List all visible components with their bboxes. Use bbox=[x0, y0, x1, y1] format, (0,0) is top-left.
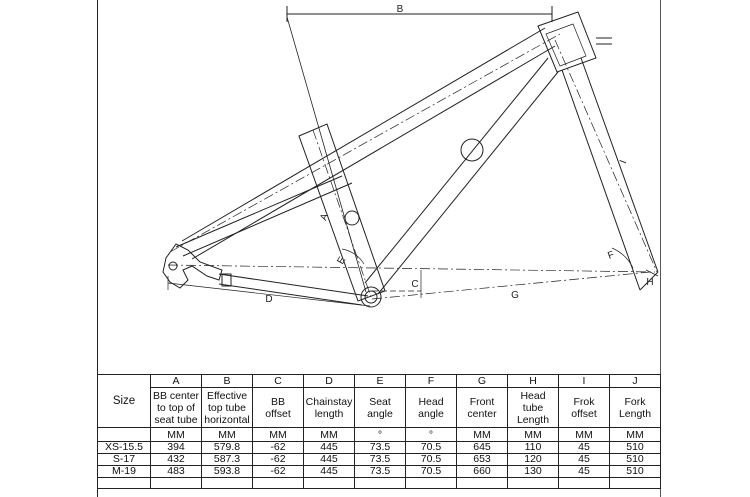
column-name-row bbox=[98, 388, 661, 428]
column-name-line: Effective bbox=[206, 389, 248, 402]
empty-cell bbox=[253, 478, 304, 489]
table-row bbox=[98, 442, 661, 454]
size-header: Size bbox=[98, 375, 151, 428]
dim-label-h: H bbox=[646, 277, 654, 288]
table-row bbox=[98, 466, 661, 478]
value-cell: 73.5 bbox=[355, 466, 406, 478]
dim-label-b: B bbox=[396, 4, 404, 15]
column-name bbox=[610, 388, 661, 428]
column-name bbox=[508, 388, 559, 428]
head-tube bbox=[538, 12, 612, 72]
dimension-labels bbox=[265, 4, 653, 305]
column-letter: D bbox=[304, 375, 355, 388]
down-tube bbox=[365, 58, 558, 294]
column-name-line: offset bbox=[571, 407, 597, 420]
column-letter: B bbox=[202, 375, 253, 388]
column-letter-row bbox=[98, 375, 661, 388]
value-cell: 445 bbox=[304, 454, 355, 466]
value-cell: 660 bbox=[457, 466, 508, 478]
value-cell: 445 bbox=[304, 442, 355, 454]
column-unit: MM bbox=[610, 428, 661, 442]
column-unit: MM bbox=[457, 428, 508, 442]
value-cell: 70.5 bbox=[406, 442, 457, 454]
value-cell: 483 bbox=[151, 466, 202, 478]
empty-cell bbox=[202, 478, 253, 489]
column-letter: J bbox=[610, 375, 661, 388]
column-name-line: Head bbox=[418, 395, 444, 408]
value-cell: 645 bbox=[457, 442, 508, 454]
column-name bbox=[406, 388, 457, 428]
value-cell: 579.8 bbox=[202, 442, 253, 454]
dim-label-a: A bbox=[318, 211, 332, 223]
column-letter: C bbox=[253, 375, 304, 388]
column-unit: MM bbox=[508, 428, 559, 442]
column-name-line: angle bbox=[367, 407, 393, 420]
column-name bbox=[355, 388, 406, 428]
value-cell: -62 bbox=[253, 466, 304, 478]
value-cell: 73.5 bbox=[355, 442, 406, 454]
column-name-line: center bbox=[467, 407, 497, 420]
column-name-line: angle bbox=[418, 407, 444, 420]
value-cell: 70.5 bbox=[406, 466, 457, 478]
column-letter: I bbox=[559, 375, 610, 388]
column-name-line: BB center bbox=[152, 389, 200, 402]
empty-row bbox=[98, 478, 661, 489]
column-letter: A bbox=[151, 375, 202, 388]
value-cell: 587.3 bbox=[202, 454, 253, 466]
column-name-line: tube bbox=[522, 401, 544, 414]
dim-label-f: F bbox=[606, 249, 616, 262]
value-cell: 394 bbox=[151, 442, 202, 454]
column-name bbox=[151, 388, 202, 428]
empty-cell bbox=[457, 478, 508, 489]
column-unit: MM bbox=[253, 428, 304, 442]
column-name bbox=[253, 388, 304, 428]
value-cell: 130 bbox=[508, 466, 559, 478]
value-cell: 432 bbox=[151, 454, 202, 466]
geometry-spec-table bbox=[97, 374, 661, 489]
dim-label-e: E bbox=[335, 255, 349, 267]
unit-row bbox=[98, 428, 661, 442]
empty-cell bbox=[559, 478, 610, 489]
column-name bbox=[457, 388, 508, 428]
value-cell: 593.8 bbox=[202, 466, 253, 478]
dim-label-i: I bbox=[618, 158, 630, 166]
column-unit: ° bbox=[406, 428, 457, 442]
column-letter: E bbox=[355, 375, 406, 388]
column-name-line: BB bbox=[270, 395, 285, 408]
empty-cell bbox=[304, 478, 355, 489]
empty-cell bbox=[610, 478, 661, 489]
column-name-line: offset bbox=[265, 407, 291, 420]
size-cell: S-17 bbox=[98, 454, 151, 466]
value-cell: 653 bbox=[457, 454, 508, 466]
column-unit: ° bbox=[355, 428, 406, 442]
column-letter: G bbox=[457, 375, 508, 388]
column-name-line: Length bbox=[618, 407, 652, 420]
dim-label-c: C bbox=[411, 279, 419, 290]
column-unit: MM bbox=[202, 428, 253, 442]
column-name-line: Front bbox=[469, 395, 495, 408]
value-cell: 45 bbox=[559, 454, 610, 466]
dim-label-d: D bbox=[265, 294, 273, 305]
column-letter: F bbox=[406, 375, 457, 388]
unit-size-cell bbox=[98, 428, 151, 442]
column-name-line: Fork bbox=[624, 395, 646, 408]
empty-cell bbox=[151, 478, 202, 489]
column-unit: MM bbox=[559, 428, 610, 442]
column-name bbox=[202, 388, 253, 428]
value-cell: 120 bbox=[508, 454, 559, 466]
size-cell: M-19 bbox=[98, 466, 151, 478]
empty-cell bbox=[406, 478, 457, 489]
column-name-line: length bbox=[314, 407, 344, 420]
column-unit: MM bbox=[151, 428, 202, 442]
value-cell: 73.5 bbox=[355, 454, 406, 466]
column-name-line: Seat bbox=[369, 395, 391, 408]
empty-cell bbox=[508, 478, 559, 489]
value-cell: 445 bbox=[304, 466, 355, 478]
column-name-line: Head bbox=[520, 389, 546, 402]
value-cell: 45 bbox=[559, 442, 610, 454]
value-cell: -62 bbox=[253, 454, 304, 466]
value-cell: 45 bbox=[559, 466, 610, 478]
column-name-line: to top of bbox=[157, 401, 195, 414]
value-cell: 510 bbox=[610, 466, 661, 478]
column-name-line: Frok bbox=[573, 395, 595, 408]
value-cell: 510 bbox=[610, 454, 661, 466]
column-name-line: top tube bbox=[208, 401, 246, 414]
dim-label-g: G bbox=[511, 290, 519, 301]
column-name-line: Chainstay bbox=[305, 395, 353, 408]
column-name-line: seat tube bbox=[154, 413, 198, 426]
value-cell: -62 bbox=[253, 442, 304, 454]
column-name bbox=[559, 388, 610, 428]
column-name-line: Length bbox=[516, 413, 550, 426]
column-name-line: horizontal bbox=[204, 413, 250, 426]
value-cell: 110 bbox=[508, 442, 559, 454]
value-cell: 510 bbox=[610, 442, 661, 454]
column-name bbox=[304, 388, 355, 428]
value-cell: 70.5 bbox=[406, 454, 457, 466]
empty-cell bbox=[355, 478, 406, 489]
empty-cell bbox=[98, 478, 151, 489]
table-row bbox=[98, 454, 661, 466]
size-cell: XS-15.5 bbox=[98, 442, 151, 454]
column-letter: H bbox=[508, 375, 559, 388]
dimension-b bbox=[287, 6, 552, 292]
column-unit: MM bbox=[304, 428, 355, 442]
